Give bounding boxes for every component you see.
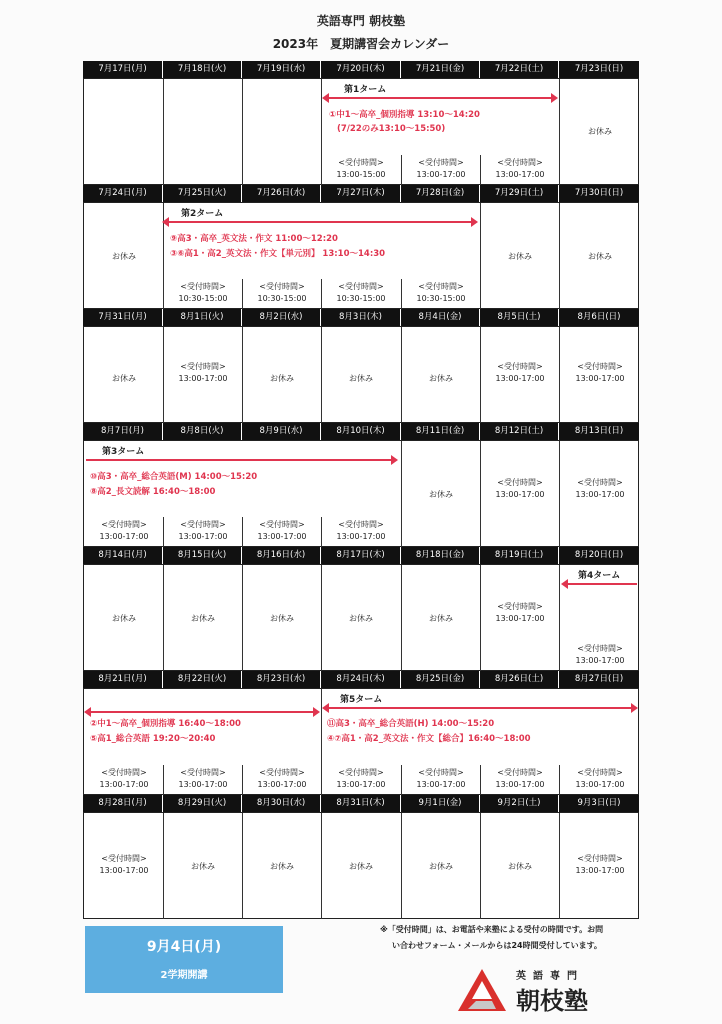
day-header: 8月18日(金) xyxy=(401,547,480,564)
divider xyxy=(559,565,560,671)
divider xyxy=(559,765,560,795)
term-2-arrow xyxy=(164,221,476,223)
day-header: 8月13日(日) xyxy=(574,426,624,436)
course-note: ⑪高3・高卒_総合英語(H) 14:00～15:20 xyxy=(327,719,495,729)
day-header: 7月19日(水) xyxy=(242,61,321,78)
reception-time: <受付時間> 13:00-17:00 xyxy=(416,158,466,179)
course-note: ⑤高1_総合英語 19:20～20:40 xyxy=(90,734,216,744)
rest-label: お休み xyxy=(429,862,453,871)
rest-label: お休み xyxy=(112,252,136,261)
reception-time: <受付時間> 13:00-17:00 xyxy=(575,854,625,875)
rest-label: お休み xyxy=(588,127,612,136)
term-5-arrow-left xyxy=(86,711,318,713)
week-7-header xyxy=(83,795,639,812)
day-header: 8月26日(土) xyxy=(480,671,559,688)
rest-label: お休み xyxy=(270,614,294,623)
reception-time: <受付時間> 13:00-17:00 xyxy=(416,768,466,789)
day-header: 8月2日(水) xyxy=(242,309,321,326)
reception-time: <受付時間> 13:00-17:00 xyxy=(495,602,545,623)
rest-label: お休み xyxy=(270,862,294,871)
rest-label: お休み xyxy=(270,374,294,383)
logo-mark-icon xyxy=(458,969,506,1011)
day-header: 7月18日(火) xyxy=(163,61,242,78)
divider xyxy=(559,203,560,309)
rest-label: お休み xyxy=(349,614,373,623)
term-4-label: 第4ターム xyxy=(578,571,621,581)
course-note: ②中1～高卒_個別指導 16:40～18:00 xyxy=(90,719,241,729)
week-5-header xyxy=(83,547,639,564)
week-4-header xyxy=(83,423,639,440)
week-2-header xyxy=(83,185,639,202)
reception-time: <受付時間> 13:00-17:00 xyxy=(495,768,545,789)
day-header: 7月29日(土) xyxy=(480,185,559,202)
day-header: 7月17日(月) xyxy=(83,61,163,78)
course-note: ③⑥高1・高2_英文法・作文【単元別】 13:10～14:30 xyxy=(170,249,386,259)
course-note: ④⑦高1・高2_英文法・作文【総合】16:40～18:00 xyxy=(327,734,531,744)
week-6 xyxy=(83,671,639,795)
day-header: 7月23日(日) xyxy=(574,64,624,74)
day-header: 8月17日(木) xyxy=(321,547,401,564)
day-header: 7月28日(金) xyxy=(401,185,480,202)
reception-time: <受付時間> 13:00-17:00 xyxy=(495,158,545,179)
week-2 xyxy=(83,185,639,309)
day-header: 8月9日(水) xyxy=(242,423,321,440)
term-2-label: 第2ターム xyxy=(181,209,224,219)
day-header: 7月21日(金) xyxy=(401,61,480,78)
rest-label: お休み xyxy=(112,374,136,383)
week-6-body xyxy=(83,688,639,795)
course-note: (7/22のみ13:10～15:50) xyxy=(337,124,446,134)
term-5-label: 第5ターム xyxy=(340,695,383,705)
rest-label: お休み xyxy=(429,374,453,383)
reception-footnote xyxy=(380,922,640,954)
week-7-body xyxy=(83,812,639,919)
day-header: 9月1日(金) xyxy=(401,795,480,812)
term-1-label: 第1ターム xyxy=(344,85,387,95)
logo-subtitle: 英語専門 xyxy=(516,971,584,982)
rest-label: お休み xyxy=(112,614,136,623)
day-header: 9月2日(土) xyxy=(480,795,559,812)
divider xyxy=(559,813,560,919)
day-header: 7月24日(月) xyxy=(83,185,163,202)
rest-label: お休み xyxy=(429,614,453,623)
logo-title: 朝枝塾 xyxy=(516,986,588,1015)
day-header: 7月27日(木) xyxy=(321,185,401,202)
week-3 xyxy=(83,309,639,423)
reception-time: <受付時間> 13:00-17:00 xyxy=(178,768,228,789)
day-header: 8月31日(木) xyxy=(321,795,401,812)
course-note: ⑨高3・高卒_英文法・作文 11:00～12:20 xyxy=(170,234,338,244)
day-header: 8月22日(火) xyxy=(163,671,242,688)
term-4-arrow xyxy=(563,583,637,585)
course-note: ⑩高3・高卒_総合英語(M) 14:00～15:20 xyxy=(90,472,258,482)
reception-time: <受付時間> 13:00-17:00 xyxy=(178,520,228,541)
reception-time: <受付時間> 10:30-15:00 xyxy=(178,282,228,303)
reception-time: <受付時間> 10:30-15:00 xyxy=(416,282,466,303)
day-header: 8月8日(火) xyxy=(163,423,242,440)
rest-label: お休み xyxy=(508,252,532,261)
week-3-header xyxy=(83,309,639,326)
rest-label: お休み xyxy=(349,374,373,383)
divider xyxy=(559,79,560,185)
reception-time: <受付時間> 13:00-17:00 xyxy=(575,644,625,665)
day-header: 8月30日(水) xyxy=(242,795,321,812)
day-header: 7月22日(土) xyxy=(480,61,559,78)
day-header: 8月14日(月) xyxy=(83,547,163,564)
term-1-arrow xyxy=(324,97,556,99)
reception-time: <受付時間> 13:00-17:00 xyxy=(99,768,149,789)
rest-label: お休み xyxy=(349,862,373,871)
day-header: 8月25日(金) xyxy=(401,671,480,688)
week-1 xyxy=(83,61,639,185)
reception-time: <受付時間> 13:00-15:00 xyxy=(336,158,386,179)
divider xyxy=(242,79,243,185)
day-header: 8月6日(日) xyxy=(577,312,621,322)
week-6-header xyxy=(83,671,639,688)
divider xyxy=(559,441,560,547)
day-header: 8月23日(水) xyxy=(242,671,321,688)
term-3-arrow xyxy=(86,459,396,461)
reception-time: <受付時間> 13:00-17:00 xyxy=(575,768,625,789)
course-note: ⑧高2_長文読解 16:40～18:00 xyxy=(90,487,216,497)
divider xyxy=(163,79,164,185)
day-header: 8月28日(月) xyxy=(83,795,163,812)
day-header: 7月25日(火) xyxy=(163,185,242,202)
day-header: 8月3日(木) xyxy=(321,309,401,326)
calendar xyxy=(83,61,639,875)
day-header: 8月1日(火) xyxy=(163,309,242,326)
day-header: 7月30日(日) xyxy=(574,188,624,198)
footnote-line: ※「受付時間」は、お電話や来塾による受付の時間です。お問 xyxy=(380,925,604,934)
school-logo xyxy=(458,965,638,1013)
day-header: 8月15日(火) xyxy=(163,547,242,564)
week-7 xyxy=(83,795,639,919)
week-1-body xyxy=(83,78,639,185)
week-5 xyxy=(83,547,639,671)
day-header: 8月16日(水) xyxy=(242,547,321,564)
calendar-title: 2023年 夏期講習会カレンダー xyxy=(272,37,450,51)
day-header: 8月7日(月) xyxy=(83,423,163,440)
day-header: 7月31日(月) xyxy=(83,309,163,326)
reception-time: <受付時間> 13:00-17:00 xyxy=(575,362,625,383)
term-3-label: 第3ターム xyxy=(102,447,145,457)
rest-label: お休み xyxy=(508,862,532,871)
week-2-body xyxy=(83,202,639,309)
school-title: 英語専門 朝枝塾 xyxy=(316,14,406,28)
reception-time: <受付時間> 13:00-17:00 xyxy=(495,478,545,499)
reception-time: <受付時間> 13:00-17:00 xyxy=(99,854,149,875)
day-header: 8月21日(月) xyxy=(83,671,163,688)
rest-label: お休み xyxy=(429,490,453,499)
divider xyxy=(559,327,560,423)
reception-time: <受付時間> 13:00-17:00 xyxy=(99,520,149,541)
day-header: 8月24日(木) xyxy=(321,671,401,688)
day-header: 8月11日(金) xyxy=(401,423,480,440)
week-5-body xyxy=(83,564,639,671)
day-header: 8月5日(土) xyxy=(480,309,559,326)
rest-label: お休み xyxy=(191,614,215,623)
week-4 xyxy=(83,423,639,547)
day-header: 8月29日(火) xyxy=(163,795,242,812)
day-header: 8月20日(日) xyxy=(574,550,624,560)
week-4-body xyxy=(83,440,639,547)
reception-time: <受付時間> 13:00-17:00 xyxy=(575,478,625,499)
reception-time: <受付時間> 10:30-15:00 xyxy=(336,282,386,303)
footnote-line: い合わせフォーム・メールからは24時間受付しています。 xyxy=(392,941,602,950)
reception-time: <受付時間> 13:00-17:00 xyxy=(495,362,545,383)
rest-label: お休み xyxy=(191,862,215,871)
day-header: 7月20日(木) xyxy=(321,61,401,78)
reception-time: <受付時間> 13:00-17:00 xyxy=(336,768,386,789)
week-1-header xyxy=(83,61,639,78)
day-header: 8月4日(金) xyxy=(401,309,480,326)
day-header: 8月10日(木) xyxy=(321,423,401,440)
day-header: 7月26日(水) xyxy=(242,185,321,202)
reception-time: <受付時間> 13:00-17:00 xyxy=(257,768,307,789)
week-3-body xyxy=(83,326,639,423)
semester-start-box xyxy=(85,926,283,993)
reception-time: <受付時間> 13:00-17:00 xyxy=(336,520,386,541)
semester-start-note: 2学期開講 xyxy=(160,970,208,981)
rest-label: お休み xyxy=(588,252,612,261)
reception-time: <受付時間> 13:00-17:00 xyxy=(178,362,228,383)
term-5-arrow xyxy=(324,707,636,709)
day-header: 8月19日(土) xyxy=(480,547,559,564)
course-note: ①中1～高卒_個別指導 13:10～14:20 xyxy=(329,110,480,120)
reception-time: <受付時間> 13:00-17:00 xyxy=(257,520,307,541)
day-header: 8月12日(土) xyxy=(480,423,559,440)
reception-time: <受付時間> 10:30-15:00 xyxy=(257,282,307,303)
day-header: 8月27日(日) xyxy=(574,674,624,684)
semester-start-date: 9月4日(月) xyxy=(146,939,222,955)
day-header: 9月3日(日) xyxy=(577,798,621,808)
